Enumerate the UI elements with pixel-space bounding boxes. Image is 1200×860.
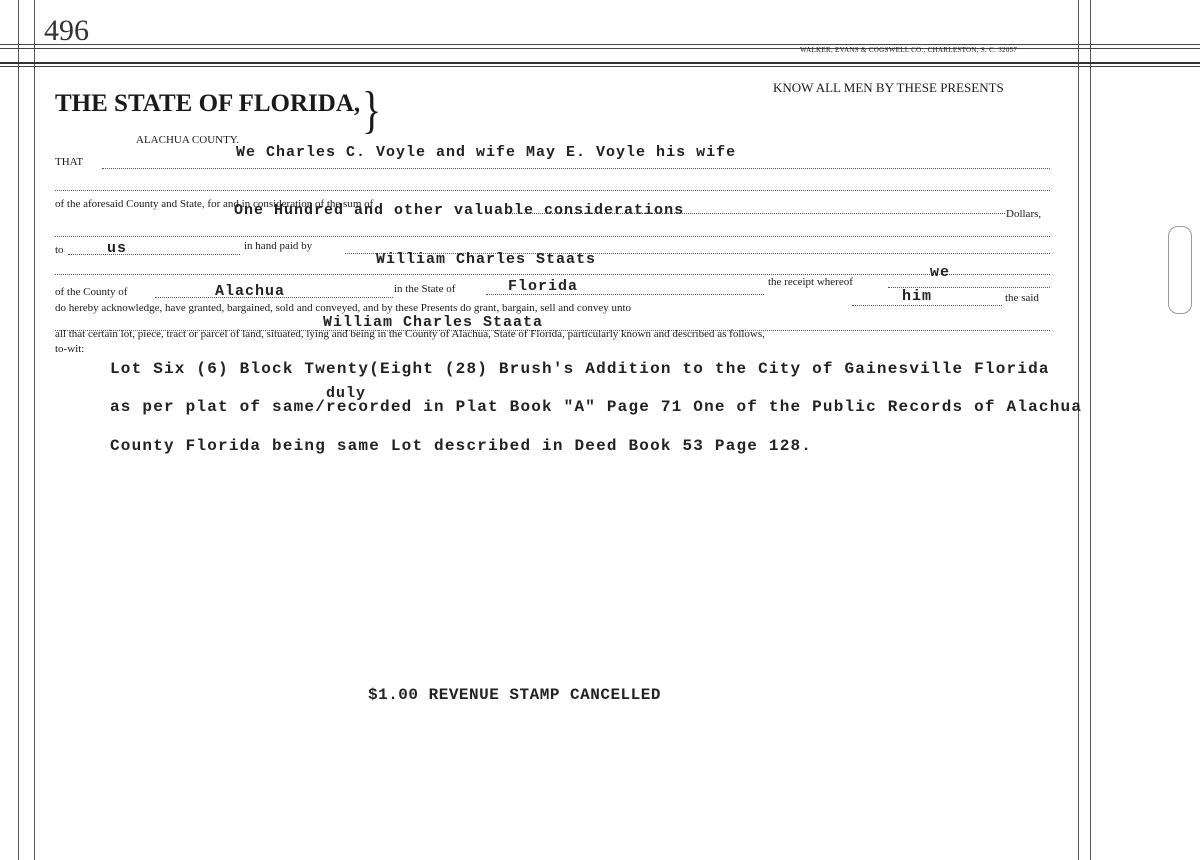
county-heading: ALACHUA COUNTY. (136, 134, 240, 146)
left-margin-rule (34, 0, 35, 860)
page-number: 496 (44, 14, 89, 47)
dollars-label: Dollars, (1006, 208, 1042, 220)
description-line-2: as per plat of same/recorded in Plat Book "A" Page 71 One of the Public Records of Alachua (110, 398, 1083, 416)
binder-tab (1168, 226, 1192, 314)
to-label: to (55, 244, 64, 256)
know-all-heading: KNOW ALL MEN BY THESE PRESENTS (773, 80, 1004, 95)
county-field: Alachua (215, 283, 286, 300)
description-line-1: Lot Six (6) Block Twenty(Eight (28) Brush's Addition to the City of Gainesville Florida (110, 360, 1050, 378)
to-line (68, 254, 240, 255)
right-margin-rule (1090, 0, 1091, 860)
consideration-line (510, 213, 1005, 214)
description-insert: duly (326, 385, 367, 402)
consideration-field: One Hundred and other valuable considerations (234, 202, 685, 219)
blank-line (55, 236, 1050, 237)
the-said-label: the said (1005, 292, 1039, 304)
grantee-field: William Charles Staats (376, 251, 597, 268)
blank-line (55, 190, 1050, 191)
grantee-field-2: William Charles Staata (323, 314, 544, 331)
state-field: Florida (508, 278, 579, 295)
acknowledge-text: do hereby acknowledge, have granted, bargained, sold and conveyed, and by these Presents do grant, bargain, sell and convey unto (55, 302, 632, 314)
to-field: us (107, 240, 128, 257)
printer-imprint: WALKER, EVANS & COGSWELL CO., CHARLESTON, S. C. 32057 (800, 46, 1018, 54)
description-line-3: County Florida being same Lot described in Deed Book 53 Page 128. (110, 437, 813, 455)
brace: } (362, 80, 382, 139)
paid-by-label: in hand paid by (244, 240, 313, 252)
parcel-text: all that certain lot, piece, tract or parcel of land, situated, lying and being in the County of Alachua, State of Florida, particularly known and described as follows, (55, 328, 765, 340)
header-rule (0, 66, 1200, 67)
right-margin-rule (1078, 0, 1079, 860)
header-rule (0, 62, 1200, 64)
receipt-label: the receipt whereof (768, 276, 853, 288)
header-rule (0, 48, 1200, 49)
header-rule (0, 44, 1200, 45)
convey-field: him (902, 288, 933, 305)
grantors-field: We Charles C. Voyle and wife May E. Voyle his wife (236, 144, 737, 161)
grantor-line (102, 168, 1050, 169)
that-label: THAT (55, 156, 84, 168)
page-title: THE STATE OF FLORIDA, (55, 90, 361, 117)
state-of-label: in the State of (394, 283, 456, 295)
to-wit-label: to-wit: (55, 343, 85, 355)
blank-line (55, 274, 1050, 275)
left-margin-rule (18, 0, 19, 860)
revenue-stamp-note: $1.00 REVENUE STAMP CANCELLED (368, 686, 661, 704)
receipt-field: we (930, 264, 951, 281)
county-of-label: of the County of (55, 286, 128, 298)
convey-line (852, 305, 1002, 306)
consideration-label: of the aforesaid County and State, for and in consideration of the sum of (55, 198, 374, 210)
